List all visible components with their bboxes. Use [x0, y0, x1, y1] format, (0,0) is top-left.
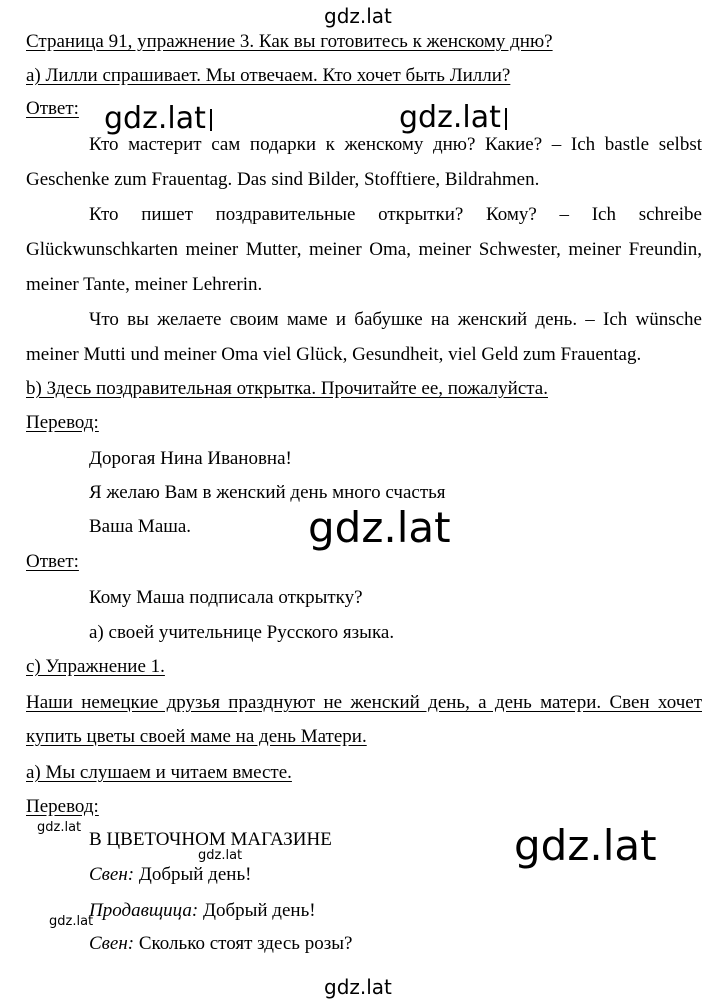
dialogue-text: Добрый день! — [134, 864, 252, 885]
task-a-heading: а) Лилли спрашивает. Мы отвечаем. Кто хочет быть Лилли? — [26, 65, 511, 86]
answer-paragraphs — [26, 127, 702, 372]
speaker: Свен: — [89, 864, 135, 885]
card-line: Дорогая Нина Ивановна! — [89, 448, 292, 469]
watermark-right: gdz.lat — [514, 821, 657, 870]
task-b-heading: b) Здесь поздравительная открытка. Прочитайте ее, пожалуйста. — [26, 378, 548, 399]
translation2-label: Перевод: — [26, 796, 99, 817]
watermark-small: gdz.lat — [198, 848, 243, 863]
dialogue-line — [89, 933, 352, 955]
speaker: Продавщица: — [89, 900, 199, 921]
task-c-heading: с) Упражнение 1. — [26, 656, 165, 677]
answer-paragraph: Кто пишет поздравительные открытки? Кому? – Ich schreibe Glückwunschkarten meiner Mutter, meiner Oma, meiner Schwester, meiner Freundin, meiner Tante, meiner Lehrerin. — [26, 204, 702, 295]
page-header: Страница 91, упражнение 3. Как вы готовитесь к женскому дню? — [26, 31, 553, 52]
question-answer: а) своей учительнице Русского языка. — [89, 622, 395, 643]
answer-paragraph: Что вы желаете своим маме и бабушке на женский день. – Ich wünsche meiner Mutti und meiner Oma viel Glück, Gesundheit, viel Geld zum Frauentag. — [26, 309, 702, 365]
answer-label: Ответ: — [26, 98, 79, 119]
dialogue-text: Сколько стоят здесь розы? — [134, 933, 353, 954]
card-line: Ваша Маша. — [89, 516, 192, 537]
shop-title: В ЦВЕТОЧНОМ МАГАЗИНЕ — [89, 829, 332, 850]
watermark-small: gdz.lat — [37, 820, 82, 835]
watermark-left: gdz.lat — [104, 101, 212, 136]
task-c-a-heading: а) Мы слушаем и читаем вместе. — [26, 762, 292, 783]
speaker: Свен: — [89, 933, 135, 954]
watermark-top: gdz.lat — [324, 4, 392, 28]
card-line: Я желаю Вам в женский день много счастья — [89, 482, 446, 503]
answer-paragraph: Кто мастерит сам подарки к женскому дню? Какие? – Ich bastle selbst Geschenke zum Frauentag. Das sind Bilder, Stofftiere, Bildrahmen. — [26, 134, 702, 190]
watermark-bottom: gdz.lat — [324, 975, 392, 999]
watermark-center: gdz.lat — [399, 100, 507, 135]
question-text: Кому Маша подписала открытку? — [89, 587, 363, 608]
translation-label: Перевод: — [26, 412, 99, 433]
dialogue-line — [89, 900, 316, 922]
dialogue-text: Добрый день! — [198, 900, 316, 921]
dialogue-line — [89, 864, 251, 886]
watermark-small: gdz.lat — [49, 914, 94, 929]
answer2-label: Ответ: — [26, 551, 79, 572]
watermark-middle: gdz.lat — [308, 503, 451, 552]
intro-text: Наши немецкие друзья празднуют не женский день, а день матери. Свен хочет купить цветы своей маме на день Матери. — [26, 692, 702, 747]
